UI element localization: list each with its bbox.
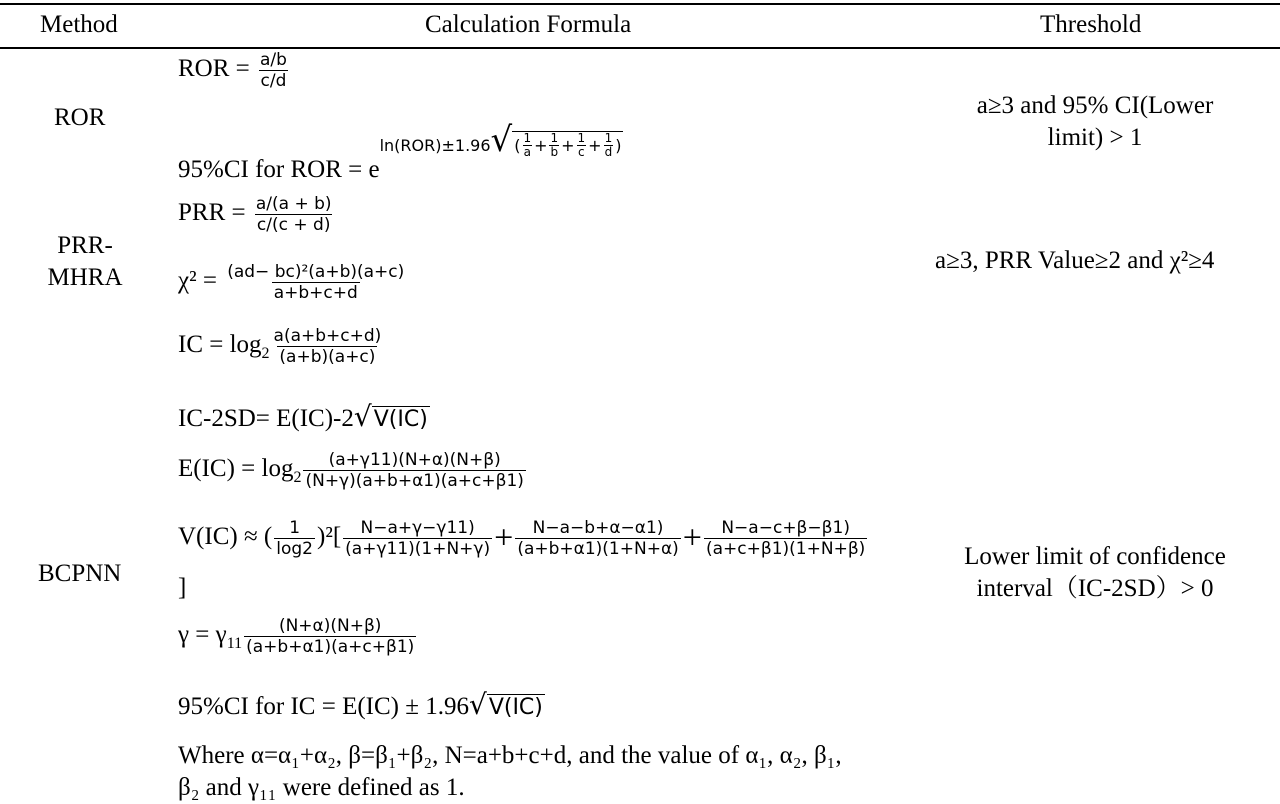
threshold-bcpnn: Lower limit of confidence interval（IC-2SD）> 0: [964, 543, 1226, 602]
where-note: Where α=α₁+α₂, β=β₁+β₂, N=a+b+c+d, and the value of α₁, α₂, β₁, β₂ and γ₁₁ were defined as 1.: [178, 742, 842, 801]
threshold-ror: a≥3 and 95% CI(Lower limit) > 1: [976, 92, 1214, 151]
threshold-prr: a≥3, PRR Value≥2 and χ²≥4: [935, 247, 1215, 274]
top-rule: [0, 3, 1280, 5]
prr-formula: PRR = $\frac{a/(a + b)}{c/(c + d)}$: [178, 194, 332, 235]
ic-formula: IC = $\log_2$ $\frac{a(a+b+c+d)}{(a+b)(a+c)}$: [178, 326, 382, 367]
ror-ci-exponent: ln(ROR)±1.96√ ( $\frac{1}{a}$ + $\frac{1}{b}$ + $\frac{1}{c}$ + $\frac{1}{d}$ ): [379, 120, 622, 160]
gamma-fraction: $\frac{(N+\alpha)(N+\beta)}{(a+b+\alpha 1)(a+c+\beta 1)}$: [246, 616, 415, 657]
header-rule: [0, 47, 1280, 49]
gamma-formula: $\gamma = \gamma_{11}$ $\frac{(N+\alpha)(N+\beta)}{(a+b+\alpha 1)(a+c+\beta 1)}$: [178, 616, 415, 657]
method-bcpnn: BCPNN: [38, 560, 122, 587]
ic-fraction: $\frac{a(a+b+c+d)}{(a+b)(a+c)}$: [273, 326, 382, 367]
ic-ci-formula: 95%CI for IC = E(IC) ± 1.96√V(IC): [178, 688, 543, 721]
eic-fraction: $\frac{(a+\gamma 11)(N+\alpha)(N+\beta)}{(N+\gamma)(a+b+\alpha 1)(a+c+\beta 1)}$: [305, 450, 524, 491]
vic-close-bracket: ]: [178, 574, 187, 601]
ror-ci-formula: [178, 120, 623, 183]
method-ror: ROR: [54, 104, 106, 131]
header-formula: Calculation Formula: [425, 11, 632, 38]
header-method: Method: [40, 11, 118, 38]
ror-formula: [178, 50, 291, 91]
eic-formula: $E(IC) = \log_2$ $\frac{(a+\gamma 11)(N+\alpha)(N+\beta)}{(N+\gamma)(a+b+\alpha 1)(a+c+\beta 1)}$: [178, 450, 524, 491]
ic2sd-formula: IC-2SD= E(IC)-2√V(IC): [178, 400, 428, 433]
vic-formula: V(IC) ≈ ( $\frac{1}{\log 2}$ )²[ $\frac{N-a+\gamma-\gamma 11)}{(a+\gamma 11)(1+N+\gamma)}$ + $\frac{N-a-b+\alpha-\alpha 1)}{(a+b+\alpha 1)(1+N+\alpha)}$ + $\frac{N-a-c+\beta-\beta 1)}{(a+c+\beta 1)(1+N+\beta)}$: [178, 518, 866, 559]
ror-fraction: $\frac{a/b}{c/d}$: [260, 50, 287, 91]
chi-square-fraction: $\frac{\text{(ad− bc)²(a+b)(a+c)}}{a+b+c+d}$: [227, 262, 405, 303]
ror-ci-lhs: 95%CI for ROR = e: [178, 156, 380, 183]
chi-square-formula: χ² = $\frac{\text{(ad− bc)²(a+b)(a+c)}}{a+b+c+d}$: [178, 262, 405, 303]
method-prr: PRR- MHRA: [47, 232, 123, 291]
ror-lhs: ROR =: [178, 55, 257, 83]
header-threshold: Threshold: [1040, 11, 1142, 38]
prr-fraction: $\frac{a/(a + b)}{c/(c + d)}$: [255, 194, 332, 235]
